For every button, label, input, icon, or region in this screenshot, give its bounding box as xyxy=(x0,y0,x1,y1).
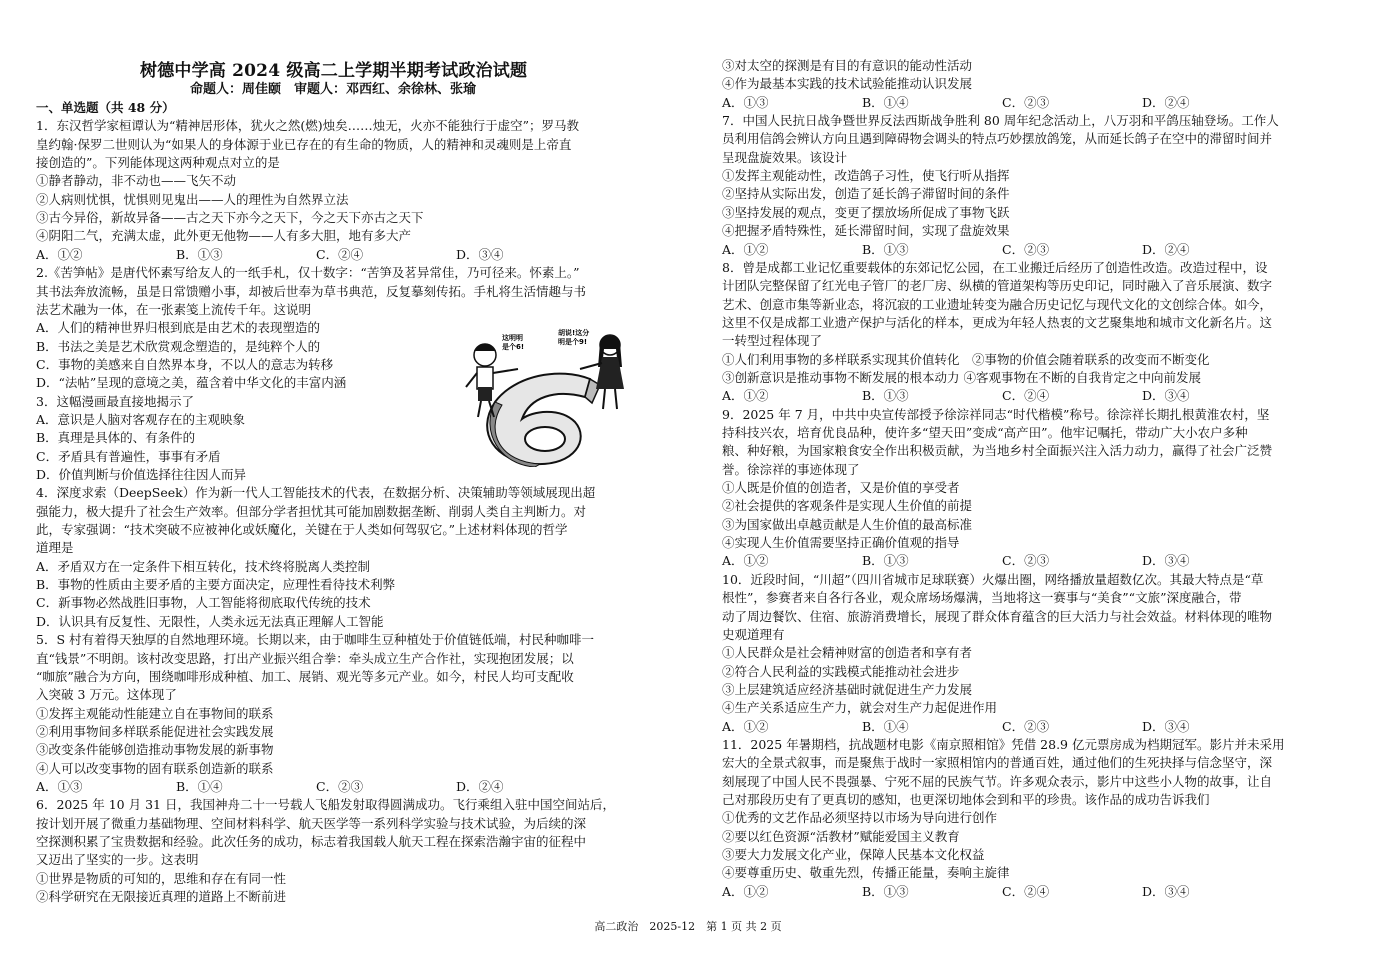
answer-option: D．③④ xyxy=(1142,553,1190,569)
text-line: ②科学研究在无限接近真理的道路上不断前进 xyxy=(36,889,287,905)
answer-option: B．①③ xyxy=(862,883,909,899)
text-line: ①人既是价值的创造者，又是价值的享受者 xyxy=(722,480,960,496)
answer-options-row xyxy=(722,241,1342,259)
answer-option: A．①② xyxy=(722,388,769,404)
answer-option: A．①② xyxy=(722,553,769,569)
text-line: 动了周边餐饮、住宿、旅游消费增长，展现了群众体育蕴含的巨大活力与社会效益。材料体现的唯物 xyxy=(722,608,1273,624)
answer-option: A．①② xyxy=(722,883,769,899)
text-line: ④实现人生价值需要坚持正确价值观的指导 xyxy=(722,535,960,551)
answer-options-row xyxy=(722,883,1342,901)
authors-line: 命题人：周佳颐 审题人：邓西红、余徐林、张瑜 xyxy=(190,82,477,97)
text-line: ①静者静动，非不动也——飞矢不动 xyxy=(36,173,237,189)
text-line: ③改变条件能够创造推动事物发展的新事物 xyxy=(36,742,274,758)
boy-speech-line-2: 是个6! xyxy=(502,343,525,351)
text-line: 11．2025 年暑期档，抗战题材电影《南京照相馆》凭借 28.9 亿元票房成为档期冠军。影片并未采用 xyxy=(722,736,1285,752)
answer-option: D．②④ xyxy=(1142,94,1190,110)
text-line: ③古今异俗，新故异备——古之天下亦今之天下，今之天下亦古之天下 xyxy=(36,210,424,226)
text-line: ④作为最基本实践的技术试验能推动认识发展 xyxy=(722,76,973,92)
text-line: ③上层建筑适应经济基础时就促进生产力发展 xyxy=(722,681,973,697)
answer-options-row xyxy=(722,552,1342,570)
answer-option: D．③④ xyxy=(1142,718,1190,734)
text-line: 持科技兴农，培育优良品种，使许多“望天田”变成“高产田”。他牢记嘱托，带动广大小农户多种 xyxy=(722,425,1248,440)
answer-option: B．①④ xyxy=(862,94,909,110)
text-line: ①世界是物质的可知的，思维和存在有同一性 xyxy=(36,870,287,886)
text-line: ②利用事物间多样联系能促进社会实践发展 xyxy=(36,723,274,739)
text-line: ③坚持发展的观点，变更了摆放场所促成了事物飞跃 xyxy=(722,204,1010,220)
text-line: “咖旅”融合为方向，围绕咖啡形成种植、加工、展销、观光等多元产业。如今，村民人均可支配收 xyxy=(36,668,574,684)
text-line: ②坚持从实际出发，创造了延长鸽子滞留时间的条件 xyxy=(722,186,1010,202)
text-line: ③创新意识是推动事物不断发展的根本动力 ④客观事物在不断的自我肯定之中向前发展 xyxy=(722,369,1201,385)
text-line: C．事物的美感来自自然界本身，不以人的意志为转移 xyxy=(36,356,334,372)
answer-options-row xyxy=(722,718,1342,736)
text-line: 道理是 xyxy=(36,540,74,556)
page-title: 树德中学高 2024 级高二上学期半期考试政治试题 xyxy=(140,61,528,81)
answer-option: B．①③ xyxy=(862,241,909,257)
text-line: B．书法之美是艺术欣赏观念塑造的，是纯粹个人的 xyxy=(36,338,321,354)
text-line: 誉。徐淙祥的事迹体现了 xyxy=(722,461,860,477)
text-line: 空探测积累了宝贵数据和经验。此次任务的成功，标志着我国载人航天工程在探索浩瀚宇宙的征程中 xyxy=(36,834,587,849)
text-line: 艺术、创意市集等新业态，将沉寂的工业遗址转变为融合历史记忆与现代文化的文创综合体。如今， xyxy=(722,296,1273,312)
text-line: ③对太空的探测是有目的有意识的能动性活动 xyxy=(722,58,973,73)
answer-option: A．①② xyxy=(722,718,769,734)
text-line: 3．这幅漫画最直接地揭示了 xyxy=(36,393,194,409)
text-line: 史观道理有 xyxy=(722,626,785,642)
text-line: A．人们的精神世界归根到底是由艺术的表现塑造的 xyxy=(36,320,321,336)
text-line: 此，专家强调：“技术突破不应被神化或妖魔化，关键在于人类如何驾驭它。”上述材料体现的哲学 xyxy=(36,522,568,538)
answer-option: C．②④ xyxy=(1002,388,1050,404)
text-line: ④要尊重历史、敬重先烈，传播正能量，奏响主旋律 xyxy=(722,865,1010,881)
text-line: 9．2025 年 7 月，中共中央宣传部授予徐淙祥同志“时代楷模”称号。徐淙祥长期扎根黄淮农村，坚 xyxy=(722,406,1270,422)
text-line: ③为国家做出卓越贡献是人生价值的最高标准 xyxy=(722,516,973,532)
answer-option: C．②③ xyxy=(316,778,364,794)
text-line: ②符合人民利益的实践模式能推动社会进步 xyxy=(722,663,960,679)
text-line: ②要以红色资源“活教材”赋能爱国主义教育 xyxy=(722,828,960,844)
answer-options-row xyxy=(722,387,1342,405)
text-line: C．矛盾具有普遍性，事事有矛盾 xyxy=(36,448,221,464)
text-line: 直“钱景”不明朗。该村改变思路，打出产业振兴组合拳：牵头成立生产合作社，实现抱团发展；以 xyxy=(36,650,574,666)
text-line: 强能力，极大提升了社会生产效率。但部分学者担忧其可能加剧数据垄断、削弱人类自主判断力。对 xyxy=(36,503,587,519)
text-line: 根性”，参赛者来自各行各业，观众席场场爆满，当地将这一赛事与“美食”“文旅”深度融合，带 xyxy=(722,590,1242,606)
big-six-figure xyxy=(487,374,600,467)
text-line: 8．曾是成都工业记忆重要载体的东郊记忆公园，在工业搬迁后经历了创造性改造。改造过程中，设 xyxy=(722,259,1268,275)
answer-options-row xyxy=(36,778,656,796)
text-line: 按计划开展了微重力基础物理、空间材料科学、航天医学等一系列科学实验与技术试验，为后续的深 xyxy=(36,815,587,831)
girl-speech-line-1: 胡说!这分 xyxy=(558,329,590,337)
girl-speech-line-2: 明是个9! xyxy=(558,338,588,346)
text-line: ①发挥主观能动性能建立自在事物间的联系 xyxy=(36,705,274,721)
text-line: 己对那段历史有了更真切的感知，也更深切地体会到和平的珍贵。该作品的成功告诉我们 xyxy=(722,792,1210,807)
comic-illustration xyxy=(440,327,650,467)
text-line: 刻展现了中国人民不畏强暴、宁死不屈的民族气节。许多观众表示，影片中这些小人物的故事，让自 xyxy=(722,773,1273,789)
answer-option: C．②③ xyxy=(1002,553,1050,569)
text-line: A．意识是人脑对客观存在的主观映象 xyxy=(36,411,246,427)
answer-option: A．①③ xyxy=(722,94,769,110)
answer-option: B．①④ xyxy=(862,718,909,734)
answer-option: C．②③ xyxy=(1002,241,1050,257)
text-line: ②人病则忧惧，忧惧则见鬼出——人的理性为自然界立法 xyxy=(36,191,349,207)
answer-option: D．③④ xyxy=(1142,388,1190,404)
answer-option: B．①③ xyxy=(176,246,223,262)
text-line: ④生产关系适应生产力，就会对生产力起促进作用 xyxy=(722,700,998,716)
section-heading: 一、单选题（共 48 分） xyxy=(36,100,175,115)
text-line: 入突破 3 万元。这体现了 xyxy=(36,687,177,703)
text-line: B．真理是具体的、有条件的 xyxy=(36,430,196,446)
answer-option: C．②③ xyxy=(1002,718,1050,734)
text-line: 计团队完整保留了红光电子管厂的老厂房、纵横的管道架构等历史印记，同时融入了音乐展演、数字 xyxy=(722,278,1273,294)
text-line: 呈现盘旋效果。该设计 xyxy=(722,149,848,165)
text-line: ②社会提供的客观条件是实现人生价值的前提 xyxy=(722,498,973,514)
text-line: A．矛盾双方在一定条件下相互转化，技术终将脱离人类控制 xyxy=(36,558,371,574)
text-line: D．认识具有反复性、无限性，人类永远无法真正理解人工智能 xyxy=(36,613,384,629)
text-line: 法艺术融为一体，在一张素笺上流传千年。这说明 xyxy=(36,301,312,317)
answer-option: D．②④ xyxy=(456,778,504,794)
text-line: 5．S 村有着得天独厚的自然地理环境。长期以来，由于咖啡生豆种植处于价值链低端，村民种咖啡一 xyxy=(36,632,594,648)
text-line: ③要大力发展文化产业，保障人民基本文化权益 xyxy=(722,847,985,863)
answer-option: B．①③ xyxy=(862,553,909,569)
text-line: 一转型过程体现了 xyxy=(722,333,823,349)
boy-speech-line-1: 这明明 xyxy=(502,334,523,342)
answer-option: B．①③ xyxy=(862,388,909,404)
text-line: 宏大的全景式叙事，而是聚焦于战时一家照相馆内的普通百姓，通过他们的生死抉择与信念坚守，深 xyxy=(722,755,1273,771)
answer-option: D．③④ xyxy=(456,246,504,262)
text-line: 粮、种好粮，为国家粮食安全作出积极贡献，为当地乡村全面振兴注入活力动力，赢得了社会广泛赞 xyxy=(722,443,1273,459)
answer-option: A．①③ xyxy=(36,778,83,794)
answer-options-row xyxy=(36,246,656,264)
text-line: ①发挥主观能动性，改造鸽子习性，使飞行听从指挥 xyxy=(722,168,1010,184)
text-line: B．事物的性质由主要矛盾的主要方面决定，应理性看待技术利弊 xyxy=(36,577,396,593)
answer-option: C．②④ xyxy=(316,246,364,262)
text-line: ④人可以改变事物的固有联系创造新的联系 xyxy=(36,760,274,776)
text-line: 其书法奔放流畅，虽是日常馈赠小事，却被后世奉为草书典范，反复摹刻传拓。手札将生活情趣与书 xyxy=(36,283,587,299)
text-line: ④把握矛盾特殊性，延长滞留时间，实现了盘旋效果 xyxy=(722,223,1010,239)
answer-option: D．③④ xyxy=(1142,883,1190,899)
answer-option: D．②④ xyxy=(1142,241,1190,257)
text-line: 7．中国人民抗日战争暨世界反法西斯战争胜利 80 周年纪念活动上，八万羽和平鸽压轴登场。工作人 xyxy=(722,113,1279,129)
answer-option: C．②③ xyxy=(1002,94,1050,110)
text-line: 10．近段时间，“川超”（四川省城市足球联赛）火爆出圈，网络播放量超数亿次。其最大特点是“草 xyxy=(722,571,1264,587)
page-footer: 高二政治 2025-12 第 1 页 共 2 页 xyxy=(594,920,782,933)
text-line: 这里不仅是成都工业遗产保护与活化的样本，更成为年轻人热衷的文艺聚集地和城市文化新名片。这 xyxy=(722,314,1273,330)
text-line: 6．2025 年 10 月 31 日，我国神舟二十一号载人飞船发射取得圆满成功。飞行乘组入驻中国空间站后， xyxy=(36,797,615,813)
text-line: 皇约翰·保罗二世则认为“如果人的身体源于业已存在的有生命的物质，人的精神和灵魂则是上帝直 xyxy=(36,136,572,152)
text-line: 2.《苦笋帖》是唐代怀素写给友人的一纸手札，仅十数字：“苦笋及茗异常佳，乃可径来。怀素上。” xyxy=(36,265,580,281)
text-line: ①人们利用事物的多样联系实现其价值转化 ②事物的价值会随着联系的改变而不断变化 xyxy=(722,351,1210,367)
answer-option: C．②④ xyxy=(1002,883,1050,899)
text-line: D．价值判断与价值选择往往因人而异 xyxy=(36,467,247,482)
answer-option: B．①④ xyxy=(176,778,223,794)
text-line: D．“法帖”呈现的意境之美，蕴含着中华文化的丰富内涵 xyxy=(36,375,347,391)
text-line: ④阴阳二气，充满太虚，此外更无他物——人有多大胆，地有多大产 xyxy=(36,228,412,244)
text-line: 又迈出了坚实的一步。这表明 xyxy=(36,852,199,868)
text-line: 4．深度求索（DeepSeek）作为新一代人工智能技术的代表，在数据分析、决策辅助等领域展现出超 xyxy=(36,485,596,501)
answer-option: A．①② xyxy=(722,241,769,257)
text-line: 员利用信鸽会辨认方向且遇到障碍物会调头的特点巧妙摆放鸽笼，从而延长鸽子在空中的滞留时间并 xyxy=(722,131,1273,147)
text-line: C．新事物必然战胜旧事物，人工智能将彻底取代传统的技术 xyxy=(36,595,371,611)
text-line: 1．东汉哲学家桓谭认为“精神居形体，犹火之然(燃)烛矣……烛无，火亦不能独行于虚空”；罗马教 xyxy=(36,118,579,134)
text-line: ①人民群众是社会精神财富的创造者和享有者 xyxy=(722,645,973,661)
text-line: ①优秀的文艺作品必须坚持以市场为导向进行创作 xyxy=(722,810,998,826)
answer-options-row xyxy=(722,94,1342,112)
text-line: 接创造的”。下列能体现这两种观点对立的是 xyxy=(36,155,280,171)
answer-option: A．①② xyxy=(36,246,83,262)
